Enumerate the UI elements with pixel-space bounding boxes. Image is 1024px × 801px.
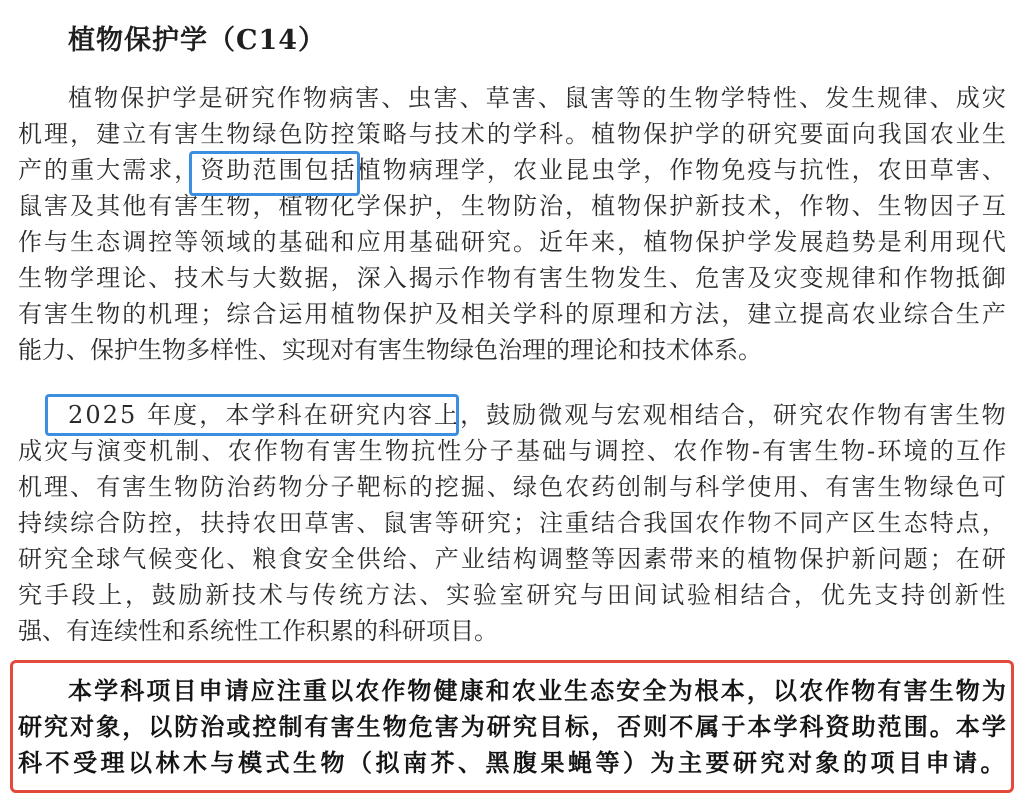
funding-scope-highlight-box (189, 151, 360, 196)
paragraph-line: 有害生物的机理；综合运用植物保护及相关学科的原理和方法，建立提高农业综合生产 (18, 300, 1008, 328)
paragraph-line: 成灾与演变机制、农作物有害生物抗性分子基础与调控、农作物-有害生物-环境的互作 (18, 437, 1009, 465)
paragraph-line: 能力、保护生物多样性、实现对有害生物绿色治理的理论和技术体系。 (18, 336, 762, 364)
paragraph-line: 2025 年度，本学科在研究内容上，鼓励微观与宏观相结合，研究农作物有害生物 (68, 401, 1008, 429)
section-title: 植物保护学（C14） (68, 25, 327, 56)
paragraph-line: 鼠害及其他有害生物，植物化学保护，生物防治，植物保护新技术，作物、生物因子互 (18, 192, 1008, 220)
paragraph-line: 持续综合防控，扶持农田草害、鼠害等研究；注重结合我国农作物不同产区生态特点， (18, 509, 1008, 537)
paragraph-line: 本学科项目申请应注重以农作物健康和农业生态安全为根本，以农作物有害生物为 (68, 676, 1008, 705)
application-scope-highlight-box (10, 660, 1014, 793)
paragraph-line: 科不受理以林木与模式生物（拟南芥、黑腹果蝇等）为主要研究对象的项目申请。 (18, 748, 1008, 777)
paragraph-line: 产的重大需求，资助范围包括植物病理学，农业昆虫学，作物免疫与抗性，农田草害、 (18, 156, 1008, 184)
paragraph-line: 生物学理论、技术与大数据，深入揭示作物有害生物发生、危害及灾变规律和作物抵御 (18, 264, 1008, 292)
paragraph-line: 植物保护学是研究作物病害、虫害、草害、鼠害等的生物学特性、发生规律、成灾 (68, 84, 1008, 112)
paragraph-line: 研究对象，以防治或控制有害生物危害为研究目标，否则不属于本学科资助范围。本学 (18, 712, 1008, 741)
paragraph-line: 强、有连续性和系统性工作积累的科研项目。 (18, 617, 498, 645)
paragraph-line: 机理、有害生物防治药物分子靶标的挖掘、绿色农药创制与科学使用、有害生物绿色可 (18, 473, 1008, 501)
paragraph-line: 究手段上，鼓励新技术与传统方法、实验室研究与田间试验相结合，优先支持创新性 (18, 581, 1009, 609)
paragraph-line: 机理，建立有害生物绿色防控策略与技术的学科。植物保护学的研究要面向我国农业生 (18, 120, 1008, 148)
paragraph-line: 作与生态调控等领域的基础和应用基础研究。近年来，植物保护学发展趋势是利用现代 (18, 228, 1008, 256)
research-content-highlight-box (45, 394, 459, 436)
paragraph-line: 研究全球气候变化、粮食安全供给、产业结构调整等因素带来的植物保护新问题；在研 (18, 545, 1008, 573)
